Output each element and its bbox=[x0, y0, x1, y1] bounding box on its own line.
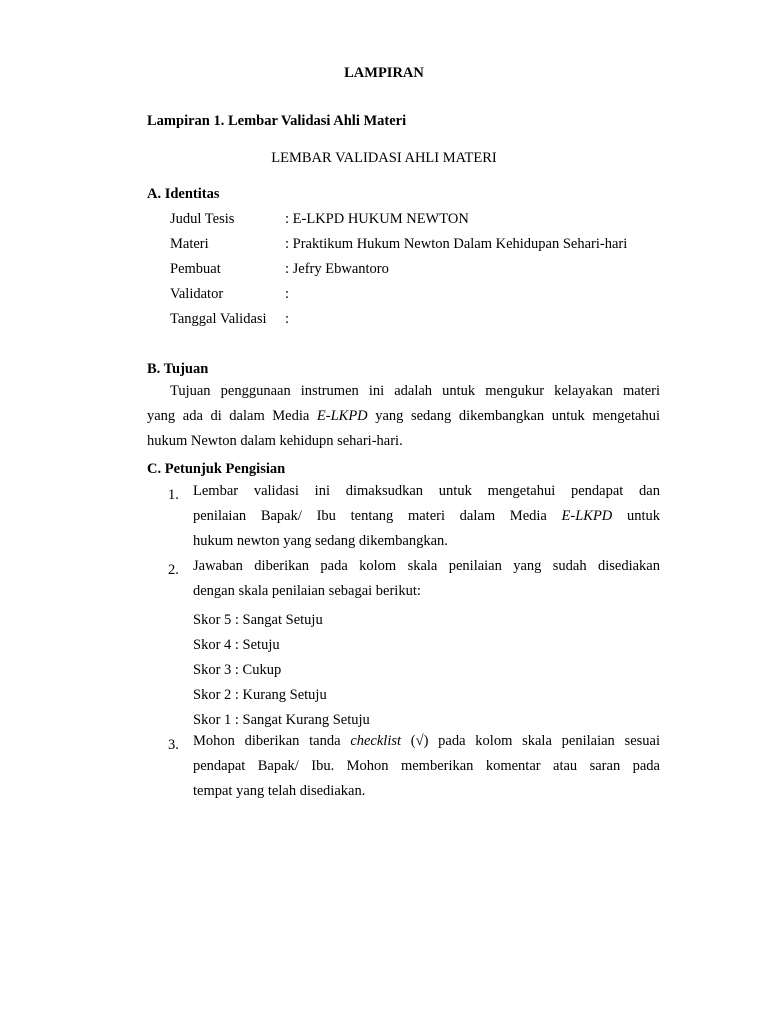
identity-label: Pembuat bbox=[170, 261, 221, 277]
text-run: yang sedang dikembangkan untuk mengetahui bbox=[367, 408, 660, 424]
text-run: Mohon diberikan tanda bbox=[193, 733, 351, 749]
purpose-line: Tujuan penggunaan instrumen ini adalah untuk mengukur kelayakan materi bbox=[170, 383, 660, 399]
identity-row bbox=[170, 310, 289, 328]
form-title: LEMBAR VALIDASI AHLI MATERI bbox=[271, 150, 497, 166]
emphasis-text: E-LKPD bbox=[316, 408, 368, 424]
instruction-line bbox=[193, 729, 660, 754]
section-a-heading: A. Identitas bbox=[147, 186, 220, 202]
identity-value: : Praktikum Hukum Newton Dalam Kehidupan Sehari-hari bbox=[285, 236, 628, 252]
score-item: Skor 3 : Cukup bbox=[193, 662, 282, 678]
list-number: 2. bbox=[168, 562, 179, 578]
purpose-line bbox=[147, 404, 660, 429]
list-number: 3. bbox=[168, 737, 179, 753]
text-run: penilaian Bapak/ Ibu tentang materi dalam Media bbox=[193, 508, 562, 524]
page-title: LAMPIRAN bbox=[344, 65, 424, 81]
identity-value: : bbox=[285, 286, 290, 302]
purpose-line: hukum Newton dalam kehidupn sehari-hari. bbox=[147, 433, 403, 449]
instruction-line: Jawaban diberikan pada kolom skala penilaian yang sudah disediakan bbox=[193, 558, 660, 574]
instruction-item bbox=[193, 479, 660, 554]
identity-row bbox=[170, 260, 389, 278]
section-c-heading: C. Petunjuk Pengisian bbox=[147, 461, 286, 477]
identity-value: : E-LKPD HUKUM NEWTON bbox=[285, 211, 469, 227]
instruction-item bbox=[193, 554, 660, 604]
score-item: Skor 4 : Setuju bbox=[193, 637, 280, 653]
identity-row bbox=[170, 285, 289, 303]
identity-label: Judul Tesis bbox=[170, 211, 235, 227]
text-run: (√) pada kolom skala penilaian sesuai bbox=[401, 733, 660, 749]
identity-row bbox=[170, 235, 627, 253]
score-item: Skor 2 : Kurang Setuju bbox=[193, 687, 327, 703]
section-b-heading: B. Tujuan bbox=[147, 361, 209, 377]
identity-label: Materi bbox=[170, 236, 209, 252]
identity-label: Validator bbox=[170, 286, 224, 302]
text-run: yang ada di dalam Media bbox=[147, 408, 317, 424]
identity-row bbox=[170, 210, 469, 228]
identity-label: Tanggal Validasi bbox=[170, 311, 267, 327]
appendix-subtitle: Lampiran 1. Lembar Validasi Ahli Materi bbox=[147, 113, 407, 129]
instruction-line: pendapat Bapak/ Ibu. Mohon memberikan komentar atau saran pada bbox=[193, 758, 660, 774]
instruction-line: Lembar validasi ini dimaksudkan untuk mengetahui pendapat dan bbox=[193, 483, 660, 499]
list-number: 1. bbox=[168, 487, 179, 503]
emphasis-text: E-LKPD bbox=[561, 508, 613, 524]
identity-value: : bbox=[285, 311, 290, 327]
instruction-line: hukum newton yang sedang dikembangkan. bbox=[193, 533, 448, 549]
instruction-line: tempat yang telah disediakan. bbox=[193, 783, 366, 799]
purpose-paragraph bbox=[147, 379, 660, 454]
instruction-item bbox=[193, 729, 660, 804]
instruction-line bbox=[193, 504, 660, 529]
identity-value: : Jefry Ebwantoro bbox=[285, 261, 389, 277]
emphasis-text: checklist bbox=[350, 733, 402, 749]
score-item: Skor 1 : Sangat Kurang Setuju bbox=[193, 712, 370, 728]
text-run: untuk bbox=[612, 508, 660, 524]
instruction-line: dengan skala penilaian sebagai berikut: bbox=[193, 583, 421, 599]
score-item: Skor 5 : Sangat Setuju bbox=[193, 612, 323, 628]
